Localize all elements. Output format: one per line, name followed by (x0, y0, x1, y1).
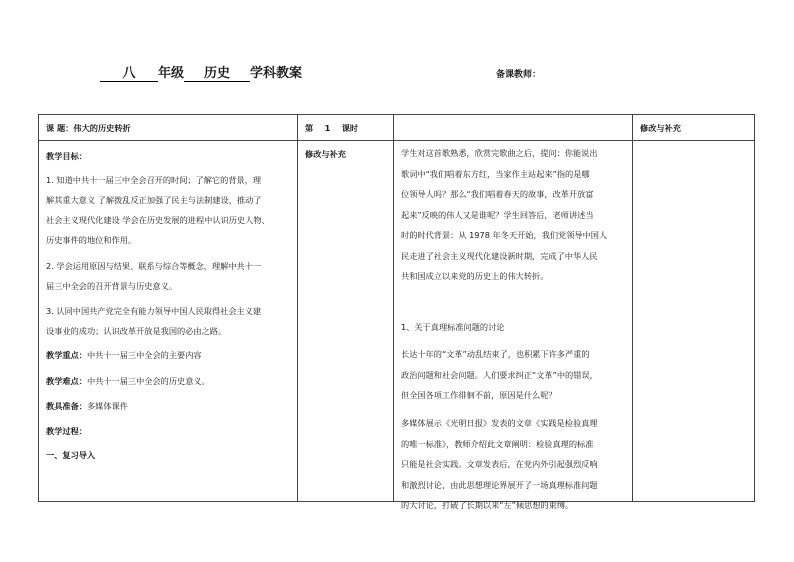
left-content-cell (39, 141, 298, 502)
paragraph-line: 多媒体展示《光明日报》发表的文章《实践是检验真理 (401, 418, 598, 428)
objective-1-line: 解其重大意义 了解拨乱反正加强了民主与法制建设，推动了 (46, 195, 262, 205)
paragraph-line: 共和国成立以来党的历史上的伟大转折。 (401, 271, 549, 281)
difficult-point-label: 教学难点： (46, 376, 87, 386)
section-heading: 一、复习导入 (46, 450, 96, 460)
objective-3-line: 3. 认同中国共产党完全有能力领导中国人民取得社会主义建 (46, 306, 262, 316)
period-number: 1 (324, 123, 331, 133)
period-unit: 课时 (341, 123, 359, 133)
paragraph-line: 和激烈讨论，由此思想理论界展开了一场真理标准问题 (401, 479, 598, 490)
content-row (39, 141, 755, 502)
subject-value: 历史 (204, 66, 231, 81)
teaching-tools (46, 396, 296, 416)
objective-1-line: 社会主义现代化建设 学会在历史发展的进程中认识历史人物、 (46, 215, 270, 225)
far-right-cell (633, 141, 755, 502)
paragraph-line: 起来”反映的伟人又是谁呢？学生回答后，老师讲述当 (401, 209, 594, 220)
objectives-label: 教学目标： (46, 151, 87, 161)
paragraph-line: 的大讨论，打破了长期以来“左”倾思想的束缚。 (401, 500, 574, 510)
paragraph-line: 政治问题和社会问题。人们要求纠正“文革”中的错误， (401, 369, 598, 380)
subject-blank (184, 62, 250, 82)
process-label: 教学过程： (46, 426, 87, 436)
key-point-label: 教学重点： (46, 350, 87, 360)
middle-revise-cell (298, 141, 394, 502)
subject-suffix: 学科教案 (250, 66, 303, 81)
paragraph-line: 民走进了社会主义现代化建设新时期，完成了中华人民 (401, 250, 598, 261)
paragraph-line: 只能是社会实践。文章发表后，在党内外引起强烈反响 (401, 459, 598, 469)
teacher-label: 备课教师： (496, 70, 542, 80)
period-label: 第 (305, 123, 314, 133)
grade-value: 八 (122, 66, 136, 81)
paragraph-line: 位领导人吗？那么“我们唱着春天的故事，改革开放富 (401, 189, 594, 199)
objective-2-line: 2. 学会运用原因与结果、联系与综合等概念，理解中共十一 (46, 261, 262, 271)
paragraph-line: 时的时代背景：从 1978 年冬天开始，我们党领导中国人 (401, 230, 608, 240)
teaching-tools-label: 教具准备： (46, 401, 87, 411)
revise-header-cell (633, 115, 755, 141)
document-title (100, 62, 302, 82)
objective-3-line: 设事业的成功；认识改革开放是我国的必由之路。 (46, 326, 227, 336)
right-content-cell (394, 141, 633, 510)
objective-1 (46, 170, 296, 250)
difficult-point-text: 中共十一届三中全会的历史意义。 (86, 376, 210, 386)
middle-revise-label: 修改与补充 (305, 149, 346, 159)
teaching-tools-text: 多媒体课件 (86, 401, 128, 411)
topic-cell (39, 115, 298, 141)
media-paragraph (401, 413, 628, 516)
paragraph-line: 的唯一标准》，教师介绍此文章阐明：检验真理的标准 (401, 438, 594, 449)
paragraph-line: 歌词中“我们唱着东方红，当家作主站起来”指的是哪 (401, 168, 590, 179)
paragraph-line: 但全国各项工作徘徊不前，原因是什么呢？ (401, 390, 557, 400)
lesson-plan-table (38, 114, 755, 510)
period-cell (298, 115, 394, 141)
topic-text: 课 题：伟大的历史转折 (46, 123, 131, 133)
objective-1-line: 1. 知道中共十一届三中全会召开的时间；了解它的背景，理 (46, 175, 262, 185)
paragraph-line: 学生对这首歌熟悉，欣赏完歌曲之后，提问：你能说出 (401, 148, 598, 158)
background-paragraph (401, 344, 628, 406)
difficult-point (46, 371, 296, 391)
objective-3 (46, 301, 296, 341)
key-point-text: 中共十一届三中全会的主要内容 (86, 350, 202, 360)
paragraph-line: 长达十年的“文革”动乱结束了，也积累下许多严重的 (401, 349, 590, 359)
revise-header-text: 修改与补充 (640, 123, 681, 133)
empty-header-cell (394, 115, 633, 141)
grade-blank (100, 62, 158, 82)
table-header-row (39, 115, 755, 141)
grade-suffix: 年级 (158, 66, 185, 81)
objective-1-line: 历史事件的地位和作用。 (46, 235, 137, 245)
key-point (46, 345, 296, 365)
discussion-heading: 1、关于真理标准问题的讨论 (401, 322, 505, 332)
period-text (298, 115, 393, 134)
objective-2 (46, 256, 296, 296)
objective-2-line: 届三中全会的召开背景与历史意义。 (46, 281, 178, 291)
intro-paragraph (401, 143, 628, 287)
